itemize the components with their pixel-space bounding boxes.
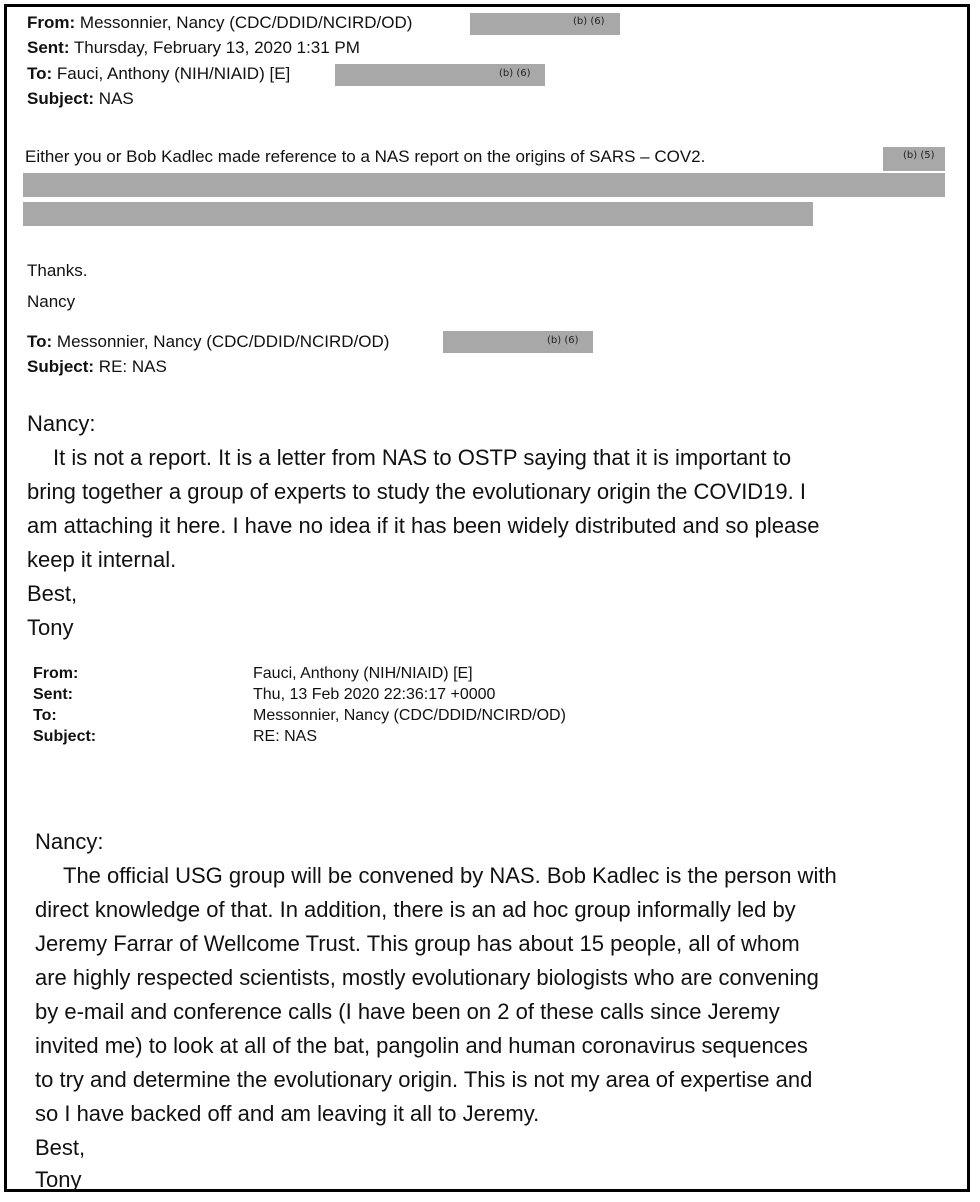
email1-body: Either you or Bob Kadlec made reference to a NAS report on the origins of SARS – COV2. <box>25 147 706 166</box>
email3-line: The official USG group will be convened by NAS. Bob Kadlec is the person with <box>63 863 837 888</box>
email1-to <box>27 64 290 84</box>
to-value: Messonnier, Nancy (CDC/DDID/NCIRD/OD) <box>253 707 566 724</box>
from-label: From: <box>27 13 76 32</box>
redaction-code: (b) (6) <box>547 335 579 346</box>
email3-line: so I have backed off and am leaving it all to Jeremy. <box>35 1101 540 1126</box>
from-value: Fauci, Anthony (NIH/NIAID) [E] <box>253 665 473 682</box>
subject-value: NAS <box>98 89 134 108</box>
email1-thanks: Thanks. <box>27 261 88 280</box>
redaction-code: (b) (6) <box>499 68 531 79</box>
email2-to <box>27 332 389 352</box>
email3-greeting: Nancy: <box>35 829 104 854</box>
subject-value: RE: NAS <box>98 357 167 376</box>
email1-signoff: Nancy <box>27 292 76 311</box>
to-label: To: <box>27 64 53 83</box>
redaction-box <box>23 202 813 226</box>
from-value: Messonnier, Nancy (CDC/DDID/NCIRD/OD) <box>79 13 413 32</box>
email2-line: bring together a group of experts to study the evolutionary origin the COVID19. I <box>27 479 807 504</box>
email3-line: direct knowledge of that. In addition, there is an ad hoc group informally led by <box>35 897 796 922</box>
email3-line: invited me) to look at all of the bat, pangolin and human coronavirus sequences <box>35 1033 808 1058</box>
to-label: To: <box>27 332 53 351</box>
sent-value: Thu, 13 Feb 2020 22:36:17 +0000 <box>253 686 496 703</box>
redaction-code: (b) (5) <box>903 150 935 161</box>
email1-from <box>27 13 412 33</box>
email3-name: Tony <box>35 1167 82 1192</box>
from-label: From: <box>33 665 79 682</box>
subject-label: Subject: <box>27 357 95 376</box>
sent-label: Sent: <box>33 686 73 703</box>
email3-best: Best, <box>35 1135 86 1160</box>
email3-line: to try and determine the evolutionary origin. This is not my area of expertise and <box>35 1067 813 1092</box>
email3-line: are highly respected scientists, mostly evolutionary biologists who are convening <box>35 965 819 990</box>
email2-greeting: Nancy: <box>27 411 96 436</box>
document-frame <box>4 4 970 1192</box>
to-label: To: <box>33 707 57 724</box>
email2-line: keep it internal. <box>27 547 177 572</box>
subject-label: Subject: <box>27 89 95 108</box>
redaction-box <box>23 173 945 197</box>
subject-label: Subject: <box>33 728 97 745</box>
redaction-code: (b) (6) <box>573 16 605 27</box>
email3-line: Jeremy Farrar of Wellcome Trust. This group has about 15 people, all of whom <box>35 931 800 956</box>
email2-line: am attaching it here. I have no idea if it has been widely distributed and so please <box>27 513 820 538</box>
subject-value: RE: NAS <box>253 728 318 745</box>
email1-sent <box>27 38 360 58</box>
email2-line: It is not a report. It is a letter from NAS to OSTP saying that it is important to <box>53 445 792 470</box>
sent-value: Thursday, February 13, 2020 1:31 PM <box>73 38 360 57</box>
email1-subject <box>27 89 134 109</box>
email2-name: Tony <box>27 615 74 640</box>
to-value: Messonnier, Nancy (CDC/DDID/NCIRD/OD) <box>56 332 390 351</box>
email3-header <box>33 663 566 747</box>
to-value: Fauci, Anthony (NIH/NIAID) [E] <box>56 64 291 83</box>
email2-best: Best, <box>27 581 78 606</box>
email3-line: by e-mail and conference calls (I have been on 2 of these calls since Jeremy <box>35 999 780 1024</box>
sent-label: Sent: <box>27 38 70 57</box>
email2-subject <box>27 357 167 377</box>
